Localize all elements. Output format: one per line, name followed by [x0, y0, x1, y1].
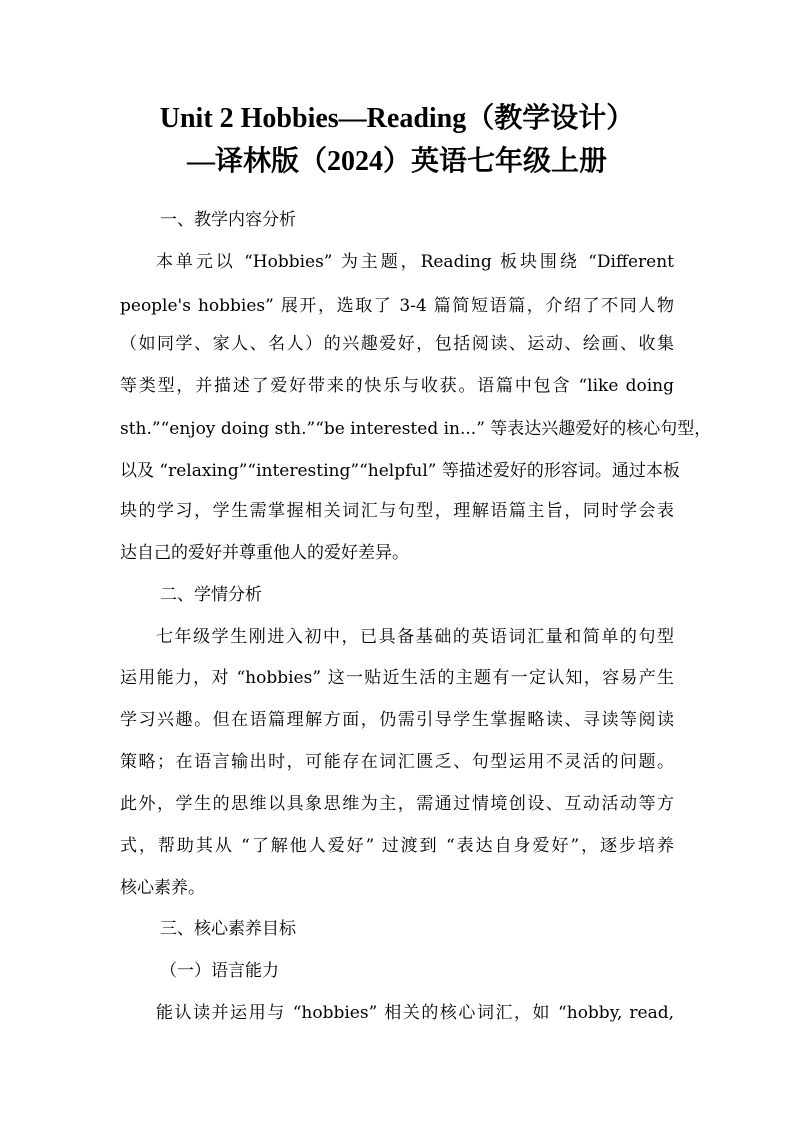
document-title-line-1: Unit 2 Hobbies—Reading（教学设计）	[159, 103, 635, 134]
section-heading-content-analysis: 一、教学内容分析	[160, 210, 296, 230]
section-heading-student-analysis: 二、学情分析	[160, 585, 262, 605]
paragraph-line: （如同学、家人、名人）的兴趣爱好，包括阅读、运动、绘画、收集	[120, 334, 674, 354]
paragraph-line: 等类型，并描述了爱好带来的快乐与收获。语篇中包含 “like doing	[120, 376, 674, 396]
paragraph-line: 学习兴趣。但在语篇理解方面，仍需引导学生掌握略读、寻读等阅读	[120, 710, 674, 730]
document-title-line-2: —译林版（2024）英语七年级上册	[186, 146, 607, 177]
paragraph-line: 此外，学生的思维以具象思维为主，需通过情境创设、互动活动等方	[120, 794, 674, 814]
paragraph-line: 能认读并运用与 “hobbies” 相关的核心词汇，如 “hobby, read,	[156, 1003, 674, 1023]
paragraph-line: sth.”“enjoy doing sth.”“be interested in...” 等表达兴趣爱好的核心句型，	[120, 419, 712, 439]
subsection-heading-language-ability: （一）语言能力	[160, 961, 279, 981]
paragraph-line: 块的学习，学生需掌握相关词汇与句型，理解语篇主旨，同时学会表	[120, 501, 674, 521]
paragraph-line: people's hobbies” 展开，选取了 3-4 篇简短语篇，介绍了不同人物	[120, 296, 674, 316]
paragraph-line: 七年级学生刚进入初中，已具备基础的英语词汇量和简单的句型	[156, 627, 674, 647]
paragraph-line: 运用能力，对 “hobbies” 这一贴近生活的主题有一定认知，容易产生	[120, 668, 674, 688]
section-heading-core-goals: 三、核心素养目标	[160, 919, 296, 939]
paragraph-line: 核心素养。	[120, 878, 205, 898]
paragraph-line: 式，帮助其从 “了解他人爱好” 过渡到 “表达自身爱好”，逐步培养	[120, 836, 674, 856]
paragraph-line: 达自己的爱好并尊重他人的爱好差异。	[120, 543, 409, 563]
paragraph-line: 策略；在语言输出时，可能存在词汇匮乏、句型运用不灵活的问题。	[120, 752, 674, 772]
paragraph-line: 本单元以 “Hobbies” 为主题，Reading 板块围绕 “Different	[156, 252, 674, 272]
paragraph-line: 以及 “relaxing”“interesting”“helpful” 等描述爱好的形容词。通过本板	[120, 461, 680, 481]
